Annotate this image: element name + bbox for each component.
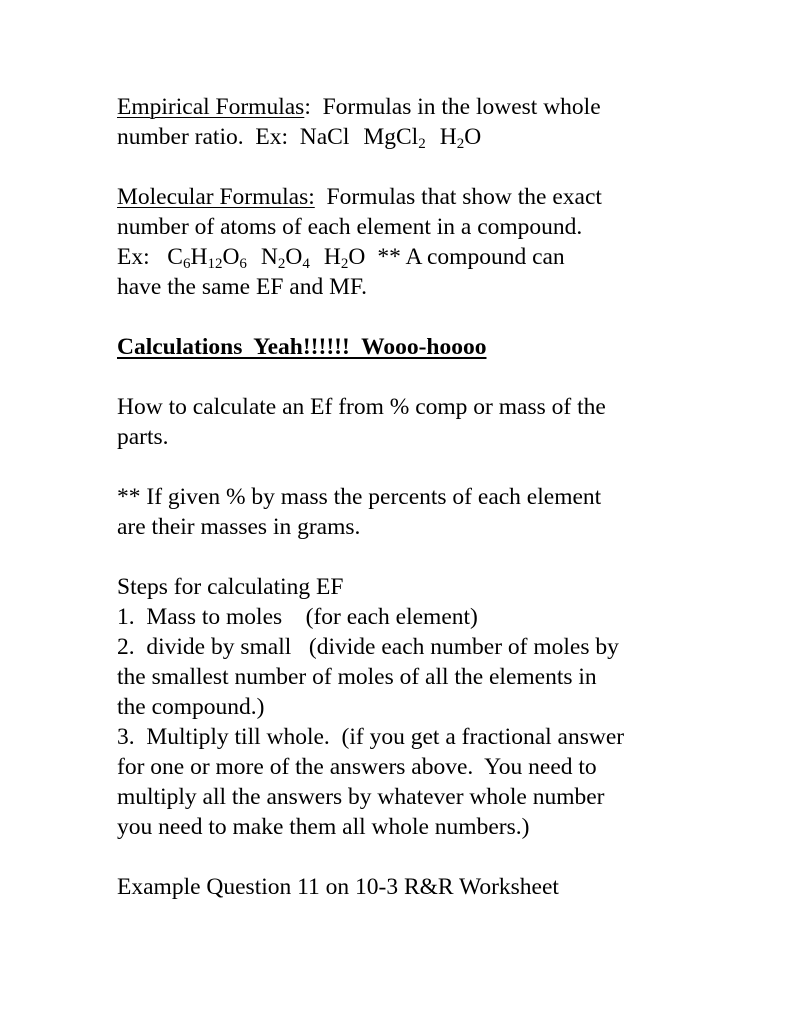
- percent-note-line: are their masses in grams.: [117, 514, 361, 540]
- formula-symbol: MgCl: [363, 124, 419, 150]
- percent-note-paragraph: [117, 482, 757, 542]
- formula-symbol: C: [167, 244, 183, 270]
- formula-subscript: 2: [277, 256, 286, 272]
- formula-symbol: O: [348, 244, 366, 270]
- empirical-line-1: Empirical Formulas: Formulas in the lowest whole: [117, 94, 601, 120]
- calculations-section: [117, 332, 757, 362]
- empirical-definition: Formulas in the lowest whole: [322, 94, 601, 120]
- empirical-line-2: number ratio. Ex: NaCl MgCl$_2$ $H_2O$: [117, 124, 482, 152]
- document-page: [117, 92, 757, 932]
- molecular-line-3: [117, 242, 757, 272]
- molecular-line-1: [117, 182, 757, 212]
- formula-symbol: O: [464, 124, 482, 150]
- step-line: the compound.): [117, 694, 265, 720]
- formula-symbol: H: [439, 124, 457, 150]
- steps-heading: Steps for calculating EF: [117, 574, 344, 600]
- how-to-line: How to calculate an Ef from % comp or mass of the: [117, 394, 606, 420]
- molecular-note: ** A compound can: [377, 244, 565, 270]
- formula-symbol: O: [285, 244, 303, 270]
- empirical-examples: [300, 124, 481, 150]
- how-to-line: parts.: [117, 424, 169, 450]
- example-question-paragraph: [117, 872, 757, 902]
- molecular-line-2: number of atoms of each element in a compound.: [117, 214, 583, 240]
- step-line: for one or more of the answers above. You need to: [117, 754, 597, 780]
- formula-symbol: O: [222, 244, 240, 270]
- molecular-definition: Formulas that show the exact: [326, 184, 602, 210]
- step-line: you need to make them all whole numbers.): [117, 814, 530, 840]
- formula-symbol: H: [190, 244, 208, 270]
- molecular-examples: [167, 244, 365, 270]
- empirical-term: Empirical Formulas: [117, 94, 305, 120]
- chemical-formula: [261, 244, 310, 270]
- formula-subscript: 2: [456, 136, 465, 152]
- calculations-heading: Calculations Yeah!!!!!! Wooo-hoooo: [117, 334, 487, 360]
- empirical-formulas-section: [117, 92, 757, 152]
- molecular-line-4: have the same EF and MF.: [117, 274, 368, 300]
- formula-subscript: 6: [239, 256, 247, 272]
- formula-symbol: N: [260, 244, 278, 270]
- chemical-formula: [300, 124, 350, 150]
- formula-subscript: 4: [302, 256, 310, 272]
- formula-symbol: NaCl: [299, 124, 350, 150]
- chemical-formula: [167, 244, 247, 270]
- molecular-ex-label: Ex:: [117, 244, 150, 270]
- formula-symbol: H: [323, 244, 341, 270]
- formula-subscript: 6: [182, 256, 191, 272]
- step-line: 2. divide by small (divide each number of moles by: [117, 634, 619, 660]
- chemical-formula: [363, 124, 425, 150]
- chemical-formula: [324, 244, 365, 270]
- step-line: 1. Mass to moles (for each element): [117, 604, 478, 630]
- formula-subscript: 2: [340, 256, 349, 272]
- molecular-term: Molecular Formulas:: [117, 184, 315, 210]
- formula-subscript: 12: [207, 256, 223, 272]
- step-line: 3. Multiply till whole. (if you get a fractional answer: [117, 724, 625, 750]
- empirical-ex-label: Ex:: [255, 124, 288, 150]
- how-to-paragraph: [117, 392, 757, 452]
- step-line: the smallest number of moles of all the elements in: [117, 664, 597, 690]
- molecular-formulas-section: [117, 182, 757, 302]
- chemical-formula: [440, 124, 481, 150]
- steps-section: [117, 572, 757, 842]
- step-line: multiply all the answers by whatever whole number: [117, 784, 605, 810]
- formula-subscript: 2: [418, 136, 426, 152]
- example-question: Example Question 11 on 10-3 R&R Worksheet: [117, 874, 559, 900]
- percent-note-line: ** If given % by mass the percents of each element: [117, 484, 602, 510]
